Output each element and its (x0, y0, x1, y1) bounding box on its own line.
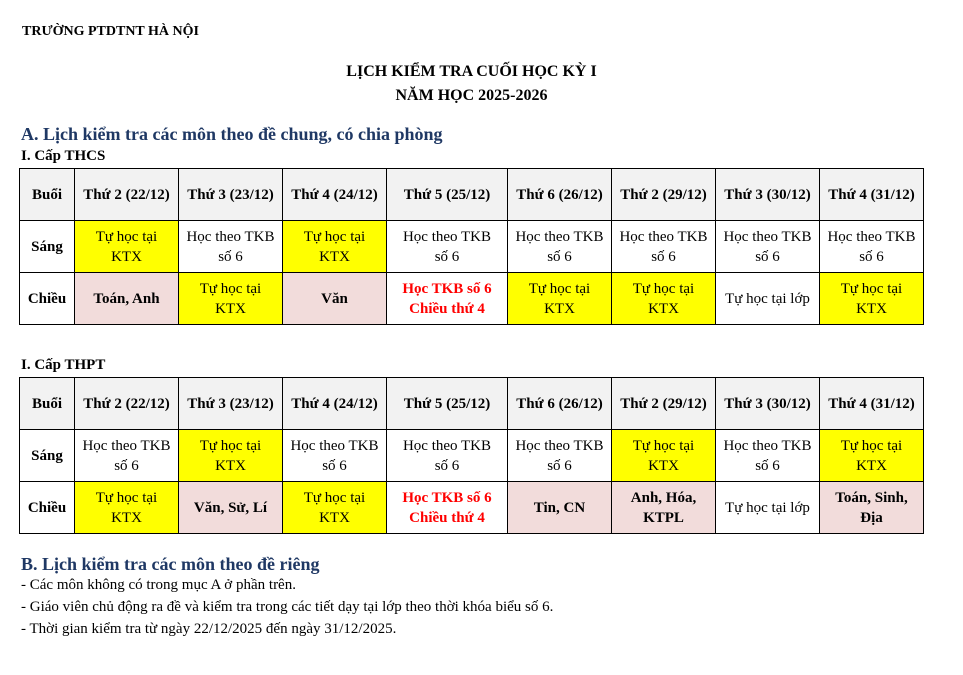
cell-line-2: số 6 (755, 457, 780, 474)
schedule-cell (820, 482, 924, 534)
cell-line-1: Tự học tại (632, 437, 695, 454)
cell-line-1: Tự học tại (95, 489, 158, 506)
cell-line-2: KTX (544, 300, 575, 317)
cell-line-2: KTX (319, 248, 350, 265)
schedule-cell (387, 273, 508, 325)
schedule-cell (283, 482, 387, 534)
schedule-cell (612, 482, 716, 534)
cell-line-1: Tự học tại lớp (725, 499, 810, 516)
session-column-header: Buổi (20, 378, 75, 430)
day-column-header: Thứ 3 (30/12) (716, 378, 820, 430)
cell-line-1: Học theo TKB (186, 228, 275, 245)
schedule-cell (508, 273, 612, 325)
day-column-header: Thứ 5 (25/12) (387, 169, 508, 221)
day-column-header: Thứ 6 (26/12) (508, 169, 612, 221)
cell-line-2: KTX (111, 509, 142, 526)
session-label: Chiều (20, 273, 75, 325)
cell-line-1: Học TKB số 6 (402, 489, 492, 506)
cell-line-1: Học TKB số 6 (402, 280, 492, 297)
schedule-cell (179, 430, 283, 482)
schedule-cell (716, 430, 820, 482)
day-column-header: Thứ 2 (29/12) (612, 169, 716, 221)
cell-line-1: Tự học tại (303, 489, 366, 506)
cell-line-1: Toán, Anh (93, 290, 160, 307)
school-name: TRƯỜNG PTDTNT HÀ NỘI (22, 24, 199, 39)
schedule-cell (716, 273, 820, 325)
cell-line-2: số 6 (114, 457, 139, 474)
day-column-header: Thứ 5 (25/12) (387, 378, 508, 430)
cell-line-1: Tự học tại (199, 437, 262, 454)
session-label: Sáng (20, 221, 75, 273)
cell-line-1: Học theo TKB (515, 437, 604, 454)
day-column-header: Thứ 4 (31/12) (820, 169, 924, 221)
cell-line-2: KTPL (643, 509, 684, 526)
cell-line-1: Học theo TKB (515, 228, 604, 245)
cell-line-1: Văn, Sử, Lí (193, 499, 268, 516)
section-b-heading: B. Lịch kiểm tra các môn theo đề riêng (21, 554, 320, 574)
schedule-cell (508, 430, 612, 482)
cell-line-1: Học theo TKB (619, 228, 708, 245)
cell-line-1: Tự học tại (95, 228, 158, 245)
cell-line-2: số 6 (755, 248, 780, 265)
schedule-cell (508, 221, 612, 273)
thcs-heading: I. Cấp THCS (21, 148, 106, 164)
note-item: - Thời gian kiểm tra từ ngày 22/12/2025 đến ngày 31/12/2025. (21, 621, 397, 637)
cell-line-1: Toán, Sinh, (835, 489, 908, 506)
cell-line-2: KTX (111, 248, 142, 265)
table-header-row (20, 378, 924, 430)
cell-line-2: số 6 (651, 248, 676, 265)
session-label: Sáng (20, 430, 75, 482)
cell-line-1: Tin, CN (533, 499, 586, 516)
cell-line-1: Tự học tại (528, 280, 591, 297)
schedule-cell (283, 273, 387, 325)
day-column-header: Thứ 3 (30/12) (716, 169, 820, 221)
table-row (20, 482, 924, 534)
schedule-cell (75, 273, 179, 325)
schedule-cell (179, 482, 283, 534)
cell-line-1: Tự học tại (199, 280, 262, 297)
cell-line-2: Chiều thứ 4 (409, 300, 485, 317)
cell-line-2: KTX (319, 509, 350, 526)
day-column-header: Thứ 2 (22/12) (75, 378, 179, 430)
cell-line-2: số 6 (547, 248, 572, 265)
schedule-cell (612, 221, 716, 273)
cell-line-2: KTX (215, 300, 246, 317)
school-year: NĂM HỌC 2025-2026 (395, 87, 548, 104)
schedule-cell (387, 221, 508, 273)
cell-line-2: Chiều thứ 4 (409, 509, 485, 526)
day-column-header: Thứ 2 (29/12) (612, 378, 716, 430)
cell-line-1: Tự học tại (840, 280, 903, 297)
cell-line-2: KTX (856, 300, 887, 317)
cell-line-1: Học theo TKB (82, 437, 171, 454)
day-column-header: Thứ 4 (24/12) (283, 169, 387, 221)
day-column-header: Thứ 2 (22/12) (75, 169, 179, 221)
cell-line-2: KTX (856, 457, 887, 474)
cell-line-1: Tự học tại (303, 228, 366, 245)
schedule-cell (75, 221, 179, 273)
table-row (20, 221, 924, 273)
cell-line-2: số 6 (434, 457, 460, 474)
document-title: LỊCH KIỂM TRA CUỐI HỌC KỲ I (346, 63, 597, 80)
day-column-header: Thứ 3 (23/12) (179, 169, 283, 221)
schedule-cell (387, 430, 508, 482)
schedule-cell (612, 273, 716, 325)
thcs-schedule-table (19, 168, 924, 325)
thpt-heading: I. Cấp THPT (21, 357, 106, 373)
table-row (20, 273, 924, 325)
day-column-header: Thứ 4 (24/12) (283, 378, 387, 430)
cell-line-1: Tự học tại (632, 280, 695, 297)
schedule-cell (75, 482, 179, 534)
cell-line-2: số 6 (859, 248, 884, 265)
cell-line-1: Học theo TKB (290, 437, 379, 454)
cell-line-2: số 6 (547, 457, 572, 474)
schedule-cell (820, 273, 924, 325)
cell-line-1: Tự học tại lớp (725, 290, 810, 307)
schedule-cell (820, 430, 924, 482)
schedule-cell (283, 430, 387, 482)
cell-line-1: Học theo TKB (402, 437, 492, 454)
schedule-cell (716, 221, 820, 273)
schedule-cell (75, 430, 179, 482)
cell-line-1: Văn (321, 290, 348, 307)
schedule-cell (820, 221, 924, 273)
schedule-cell (179, 273, 283, 325)
day-column-header: Thứ 4 (31/12) (820, 378, 924, 430)
note-item: - Các môn không có trong mục A ở phần trên. (21, 577, 296, 593)
cell-line-2: số 6 (218, 248, 243, 265)
session-label: Chiều (20, 482, 75, 534)
day-column-header: Thứ 3 (23/12) (179, 378, 283, 430)
section-a-heading: A. Lịch kiểm tra các môn theo đề chung, có chia phòng (21, 124, 443, 144)
session-column-header: Buổi (20, 169, 75, 221)
cell-line-1: Học theo TKB (723, 437, 812, 454)
table-header-row (20, 169, 924, 221)
cell-line-1: Tự học tại (840, 437, 903, 454)
cell-line-1: Học theo TKB (723, 228, 812, 245)
schedule-cell (612, 430, 716, 482)
cell-line-2: KTX (215, 457, 246, 474)
thpt-schedule-table (19, 377, 924, 534)
cell-line-2: KTX (648, 457, 679, 474)
cell-line-2: KTX (648, 300, 679, 317)
schedule-cell (387, 482, 508, 534)
cell-line-1: Học theo TKB (827, 228, 916, 245)
schedule-cell (179, 221, 283, 273)
table-row (20, 430, 924, 482)
cell-line-2: số 6 (322, 457, 347, 474)
cell-line-2: Địa (860, 509, 883, 526)
note-item: - Giáo viên chủ động ra đề và kiểm tra trong các tiết dạy tại lớp theo thời khóa biểu số 6. (21, 599, 554, 615)
cell-line-2: số 6 (434, 248, 460, 265)
cell-line-1: Học theo TKB (402, 228, 492, 245)
schedule-cell (716, 482, 820, 534)
schedule-cell (283, 221, 387, 273)
cell-line-1: Anh, Hóa, (630, 489, 697, 506)
day-column-header: Thứ 6 (26/12) (508, 378, 612, 430)
schedule-cell (508, 482, 612, 534)
